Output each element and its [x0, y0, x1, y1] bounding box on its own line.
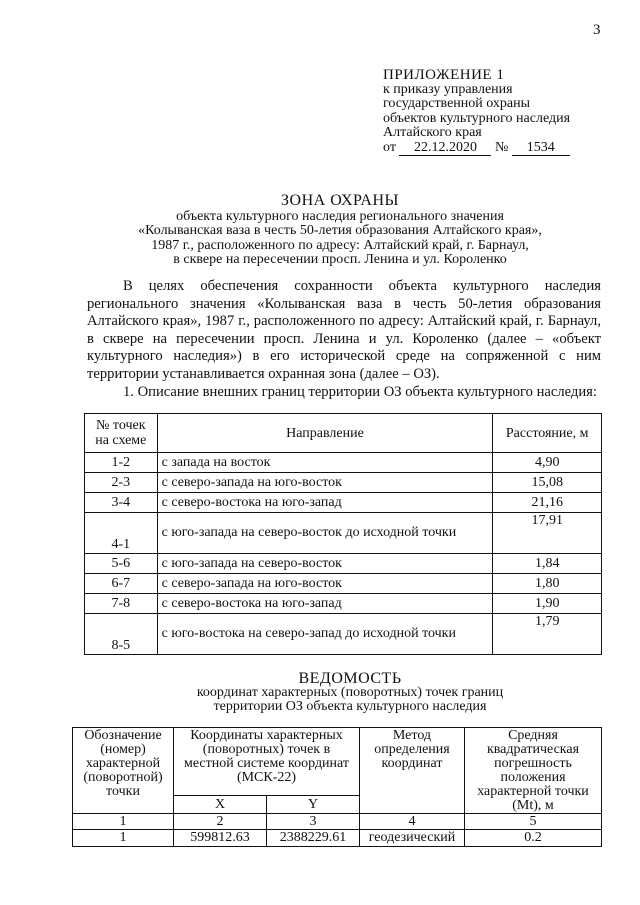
cell-distance: 17,91 [493, 513, 602, 554]
header-point-numbers: № точек на схеме [85, 414, 158, 453]
appendix-line: Алтайского края [383, 125, 482, 140]
header-error: Средняя квадратическая погрешность положения характерной точки (Mt), м [465, 728, 602, 814]
appendix-line: к приказу управления [383, 81, 513, 97]
header-direction: Направление [157, 414, 493, 453]
cell-direction: с северо-запада на юго-восток [157, 574, 493, 594]
number-sign: № [494, 139, 509, 155]
column-index: 3 [267, 814, 360, 830]
appendix-line: объектов культурного наследия [383, 110, 571, 126]
purpose-paragraph: В целях обеспечения сохранности объекта культурного наследия регионального значения «Колыванская ваза в честь 50-летия образования Алтайского края», 1987 г., расположенного по адресу: Алтайский край, г. Барнаул, в сквере на пересечении просп. Ленина и ул. Короленко (далее – «объект культурного наследия») в его исторической среде на сопряженной с ним территории устанавливается охранная зона (далее – ОЗ). [87, 278, 601, 382]
boundary-table-header [85, 414, 602, 453]
cell-direction: с юго-востока на северо-запад до исходной точки [157, 614, 493, 655]
cell-method: геодезический [360, 830, 465, 847]
column-index: 2 [174, 814, 267, 830]
header-y: Y [267, 796, 360, 814]
header-coordinates: Координаты характерных (поворотных) точек в местной системе координат (МСК-22) [174, 728, 360, 796]
table-row [85, 493, 602, 513]
table-row [85, 513, 602, 554]
column-index-row [73, 814, 602, 830]
cell-distance: 1,80 [493, 574, 602, 594]
cell-x: 599812.63 [174, 830, 267, 847]
zone-heading-block [60, 194, 620, 268]
appendix-line: государственной охраны [383, 96, 531, 111]
cell-points: 1-2 [85, 453, 158, 473]
order-date: 22.12.2020 [399, 141, 491, 157]
table-row [85, 594, 602, 614]
cell-points: 8-5 [85, 614, 158, 655]
zone-title: ЗОНА ОХРАНЫ [281, 192, 399, 209]
boundary-description-intro: 1. Описание внешних границ территории ОЗ объекта культурного наследия: [123, 383, 597, 400]
cell-direction: с юго-запада на северо-восток [157, 554, 493, 574]
column-index: 4 [360, 814, 465, 830]
cell-distance: 1,79 [493, 614, 602, 655]
statement-title: ВЕДОМОСТЬ [298, 670, 402, 687]
coordinates-table [72, 727, 602, 847]
cell-distance: 1,84 [493, 554, 602, 574]
cell-direction: с юго-запада на северо-восток до исходной точки [157, 513, 493, 554]
cell-distance: 15,08 [493, 473, 602, 493]
cell-direction: с северо-востока на юго-запад [157, 594, 493, 614]
cell-direction: с запада на восток [157, 453, 493, 473]
cell-distance: 1,90 [493, 594, 602, 614]
coordinates-header-row [73, 728, 602, 796]
zone-subtitle-line: «Колыванская ваза в честь 50-летия образования Алтайского края», [138, 223, 542, 238]
cell-points: 6-7 [85, 574, 158, 594]
statement-subtitle-line: координат характерных (поворотных) точек границ [196, 685, 504, 700]
statement-subtitle-line: территории ОЗ объекта культурного наследия [213, 699, 487, 714]
appendix-heading: ПРИЛОЖЕНИЕ 1 [383, 67, 505, 83]
header-x: X [174, 796, 267, 814]
cell-points: 3-4 [85, 493, 158, 513]
header-designation: Обозначение (номер) характерной (поворотной) точки [73, 728, 174, 814]
zone-subtitle-line: 1987 г., расположенного по адресу: Алтайский край, г. Барнаул, [151, 237, 529, 253]
statement-heading-block [80, 672, 620, 714]
table-row [85, 473, 602, 493]
cell-points: 7-8 [85, 594, 158, 614]
table-row [73, 830, 602, 847]
zone-subtitle-line: объекта культурного наследия регионального значения [176, 208, 504, 224]
body-text [87, 278, 601, 401]
boundary-table [84, 413, 602, 655]
cell-distance: 21,16 [493, 493, 602, 513]
order-date-number-row [383, 141, 623, 157]
page-number: 3 [593, 22, 601, 38]
table-row [85, 554, 602, 574]
table-row [85, 614, 602, 655]
cell-error: 0.2 [465, 830, 602, 847]
cell-points: 5-6 [85, 554, 158, 574]
column-index: 5 [465, 814, 602, 830]
table-row [85, 453, 602, 473]
column-index: 1 [73, 814, 174, 830]
cell-points: 4-1 [85, 513, 158, 554]
zone-subtitle-line: в сквере на пересечении просп. Ленина и ул. Короленко [173, 252, 507, 267]
cell-y: 2388229.61 [267, 830, 360, 847]
order-number: 1534 [512, 141, 570, 157]
header-distance: Расстояние, м [493, 414, 602, 453]
cell-direction: с северо-запада на юго-восток [157, 473, 493, 493]
cell-distance: 4,90 [493, 453, 602, 473]
cell-points: 2-3 [85, 473, 158, 493]
table-row [85, 574, 602, 594]
cell-point: 1 [73, 830, 174, 847]
appendix-block [383, 68, 623, 156]
from-label: от [383, 139, 396, 155]
header-method: Метод определения координат [360, 728, 465, 814]
cell-direction: с северо-востока на юго-запад [157, 493, 493, 513]
